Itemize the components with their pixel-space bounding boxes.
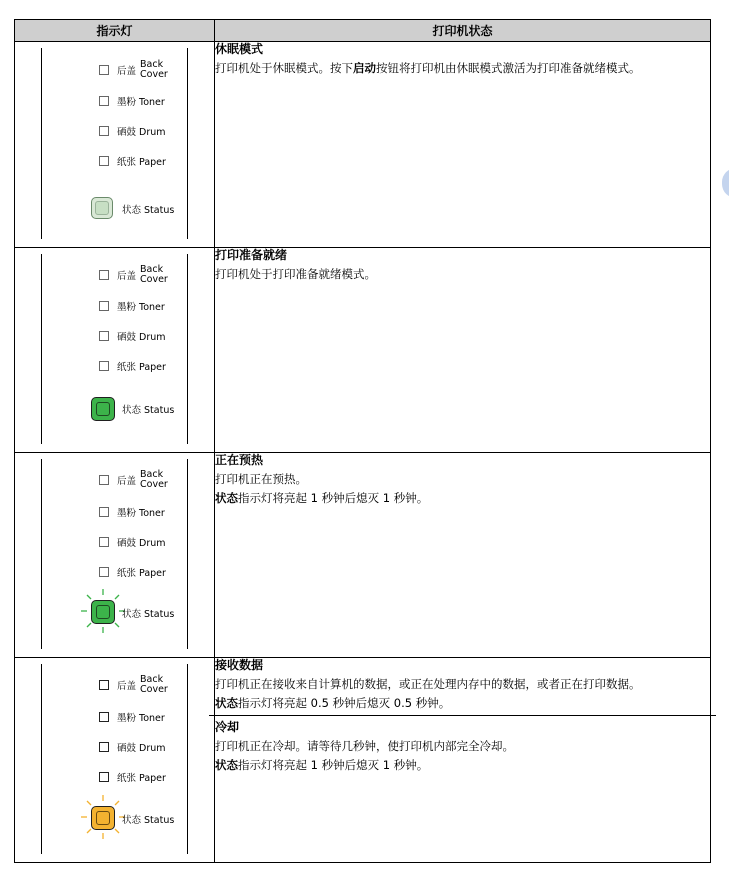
led-indicator-icon: [99, 156, 109, 166]
led-indicator-icon: [99, 742, 109, 752]
state-description: 打印机正在冷却。请等待几秒钟，使打印机内部完全冷却。: [215, 739, 514, 753]
status-label: 状态 Status: [122, 405, 175, 416]
panel-right-bar: [187, 48, 188, 239]
led-indicator-icon: [99, 361, 109, 371]
sub-state-section: [209, 715, 716, 773]
led-panel: [15, 453, 214, 657]
led-panel: [15, 658, 214, 862]
status-label: 状态 Status: [122, 609, 175, 620]
led-paper: 纸张 Paper: [99, 770, 166, 784]
status-description-cell: [215, 658, 711, 863]
led-back-cover: 后盖 Back Cover: [99, 60, 168, 80]
led-panel: [15, 248, 214, 452]
led-drum: 硒鼓 Drum: [99, 124, 166, 138]
led-indicator-icon: [99, 331, 109, 341]
status-led-orange-blink-icon: [91, 806, 115, 830]
status-led-green-blink-icon: [91, 600, 115, 624]
led-indicator-icon: [99, 301, 109, 311]
state-title: 正在预热: [215, 453, 264, 467]
state-blink-note: 状态指示灯将亮起 1 秒钟后熄灭 1 秒钟。: [215, 758, 429, 772]
led-indicator-icon: [99, 126, 109, 136]
led-indicator-icon: [99, 537, 109, 547]
led-paper: 纸张 Paper: [99, 359, 166, 373]
state-description: 打印机正在接收来自计算机的数据，或正在处理内存中的数据，或者正在打印数据。: [215, 677, 641, 691]
led-panel-cell: [15, 42, 215, 248]
led-back-cover: 后盖 Back Cover: [99, 265, 168, 285]
led-toner: 墨粉 Toner: [99, 94, 165, 108]
led-indicator-icon: [99, 712, 109, 722]
table-row: [15, 42, 711, 248]
state-title: 接收数据: [215, 658, 264, 672]
led-indicator-icon: [99, 507, 109, 517]
led-indicator-icon: [99, 475, 109, 485]
led-panel-cell: [15, 248, 215, 453]
state-title: 打印准备就绪: [215, 248, 288, 262]
state-description: 打印机处于打印准备就绪模式。: [215, 267, 376, 281]
status-led-green-icon: [91, 397, 115, 421]
led-toner: 墨粉 Toner: [99, 505, 165, 519]
led-indicator-icon: [99, 680, 109, 690]
led-paper: 纸张 Paper: [99, 565, 166, 579]
led-panel-cell: [15, 453, 215, 658]
led-paper: 纸张 Paper: [99, 154, 166, 168]
state-blink-note: 状态指示灯将亮起 0.5 秒钟后熄灭 0.5 秒钟。: [215, 696, 451, 710]
state-blink-note: 状态指示灯将亮起 1 秒钟后熄灭 1 秒钟。: [215, 491, 429, 505]
table-row: [15, 453, 711, 658]
led-back-cover: 后盖 Back Cover: [99, 470, 168, 490]
status-led-dim-icon: [91, 197, 113, 219]
table-row: [15, 248, 711, 453]
status-description-cell: [215, 248, 711, 453]
status-label: 状态 Status: [122, 815, 175, 826]
col-header-indicator: 指示灯: [15, 20, 215, 42]
status-description-cell: [215, 453, 711, 658]
state-title: 休眠模式: [215, 42, 264, 56]
status-table: [14, 19, 711, 863]
table-row: [15, 658, 711, 863]
status-description-cell: [215, 42, 711, 248]
led-indicator-icon: [99, 65, 109, 75]
side-tab-marker: [722, 168, 729, 198]
led-indicator-icon: [99, 772, 109, 782]
led-drum: 硒鼓 Drum: [99, 329, 166, 343]
led-panel-cell: [15, 658, 215, 863]
led-drum: 硒鼓 Drum: [99, 740, 166, 754]
state-title: 冷却: [215, 720, 240, 734]
panel-left-bar: [41, 48, 42, 239]
state-description: 打印机正在预热。: [215, 472, 307, 486]
status-label: 状态 Status: [122, 205, 175, 216]
led-indicator-icon: [99, 96, 109, 106]
led-toner: 墨粉 Toner: [99, 299, 165, 313]
led-back-cover: 后盖 Back Cover: [99, 675, 168, 695]
led-panel: [15, 42, 214, 247]
col-header-status: 打印机状态: [215, 20, 711, 42]
led-toner: 墨粉 Toner: [99, 710, 165, 724]
state-description: 打印机处于休眠模式。按下启动按钮将打印机由休眠模式激活为打印准备就绪模式。: [215, 61, 641, 75]
led-indicator-icon: [99, 270, 109, 280]
led-drum: 硒鼓 Drum: [99, 535, 166, 549]
led-indicator-icon: [99, 567, 109, 577]
